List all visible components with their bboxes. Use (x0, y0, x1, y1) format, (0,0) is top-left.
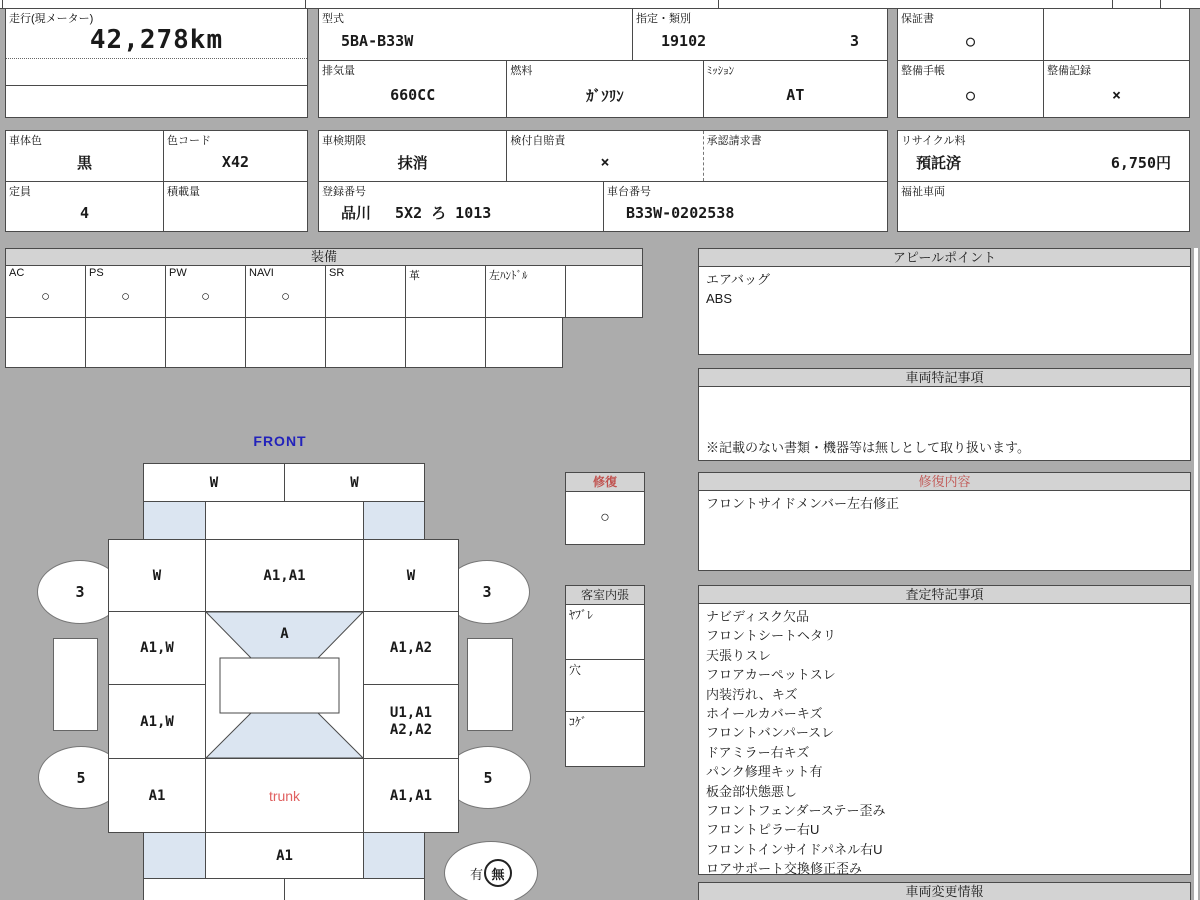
equipment-empty-cell (405, 318, 485, 367)
load-label: 積載量 (166, 186, 200, 198)
panel-front-corner-right (363, 501, 425, 540)
color-code-value: X42 (221, 153, 250, 171)
recycle-label: リサイクル料 (901, 135, 966, 147)
fuel-cell (506, 61, 702, 117)
color-code-label: 色コード (166, 135, 211, 147)
assessment-line: ホイールカバーキズ (706, 706, 823, 722)
roof-shape (220, 658, 339, 713)
appeal-line: ABS (706, 291, 733, 307)
equipment-empty-cell (325, 318, 405, 367)
rear-window-shape (206, 713, 363, 758)
repair-flag-header: 修復 (565, 472, 645, 492)
vehicle-notes-disclaimer: ※記載のない書類・機器等は無しとして取り扱います。 (706, 439, 1030, 455)
inspection-box (318, 130, 888, 232)
interior-row-hole: 穴 (565, 659, 645, 712)
assessment-line: パンク修理キット有 (706, 764, 823, 780)
warranty-box (897, 8, 1190, 118)
capacity-cell (6, 182, 163, 231)
assessment-body (698, 603, 1191, 875)
wheel-rear-right-grade: 5 (483, 768, 493, 787)
insurance-value: × (600, 153, 610, 171)
panel-front-corner-left (143, 501, 206, 540)
panel-mark: A1,A1 (389, 787, 433, 804)
capacity-label: 定員 (9, 186, 31, 198)
insurance-label: 検付自賠責 (510, 135, 566, 147)
equipment-label: 革 (409, 270, 420, 282)
equipment-cell-leather (405, 266, 485, 317)
model-cell (319, 9, 632, 60)
body-color-value: 黒 (76, 153, 92, 172)
approval-request-label: 承認請求書 (706, 135, 762, 147)
warranty-label: 保証書 (901, 13, 934, 25)
right-edge-strip (1194, 248, 1198, 900)
wheel-front-left-grade: 3 (75, 583, 85, 601)
assessment-line: ナビディスク欠品 (706, 609, 809, 624)
panel-mark: A1,A2 (389, 640, 433, 656)
displacement-value: 660CC (390, 86, 436, 104)
equipment-mark: ○ (120, 288, 131, 305)
approval-request-cell (703, 131, 887, 181)
equipment-mark (566, 266, 642, 317)
panel-glass-roof (205, 611, 364, 759)
assessment-line: フロントフェンダーステー歪み (706, 803, 886, 819)
body-color-cell (6, 131, 163, 181)
designation-value-1: 19102 (661, 31, 707, 50)
transmission-cell (703, 61, 887, 117)
equipment-label: SR (329, 267, 345, 279)
panel-front-fender-left (108, 539, 206, 612)
change-info-header: 車両変更情報 (698, 882, 1191, 900)
repair-content-line: フロントサイドメンバー左右修正 (706, 496, 900, 511)
odometer-value: 42,278km (89, 24, 224, 55)
odometer-box (5, 8, 308, 118)
panel-front-bumper-right (284, 463, 425, 502)
registration-label: 登録番号 (322, 186, 366, 198)
panel-rear (205, 832, 364, 879)
equipment-label: PS (89, 267, 104, 279)
vehicle-notes-header: 車両特記事項 (698, 368, 1191, 387)
recycle-cell (898, 131, 1189, 181)
body-color-box (5, 130, 308, 232)
panel-front-door-left (108, 611, 206, 685)
panel-rear-door-left (108, 684, 206, 759)
maintenance-book-cell (898, 61, 1043, 117)
assessment-line: フロアカーペットスレ (706, 667, 836, 683)
registration-value: 品川 5X2 ろ 1013 (341, 204, 492, 222)
interior-header: 客室内張 (565, 585, 645, 605)
windshield-mark: A (280, 626, 289, 642)
equipment-cell-sr (325, 266, 405, 317)
equipment-label: AC (9, 267, 25, 279)
recycle-fee: 6,750円 (1110, 153, 1171, 172)
equipment-label: PW (169, 267, 187, 279)
panel-rear-bumper-left (143, 878, 285, 900)
panel-front-fender-right (363, 539, 459, 612)
panel-mark: A1 (276, 847, 293, 864)
panel-quarter-left (108, 758, 206, 833)
appeal-line: エアバッグ (706, 272, 770, 287)
watermark: STUDIO.PRO (905, 772, 1112, 805)
model-value: 5BA-B33W (341, 31, 414, 50)
warranty-value: ○ (965, 31, 976, 50)
panel-mark: A1,A1 (263, 567, 306, 584)
equipment-cell-navi (245, 266, 325, 317)
chassis-cell (603, 182, 887, 231)
odometer-empty-row1 (6, 59, 307, 85)
designation-cell (632, 9, 887, 60)
onepoint-circle (444, 841, 538, 900)
welfare-label: 福祉車両 (901, 186, 945, 198)
equipment-cell-ps (85, 266, 165, 317)
body-color-label: 車体色 (9, 135, 42, 147)
displacement-label: 排気量 (322, 65, 355, 77)
displacement-cell (319, 61, 506, 117)
panel-mark: W (406, 567, 416, 584)
assessment-line: ドアミラー右キズ (706, 744, 810, 760)
panel-hood (205, 539, 364, 612)
maintenance-record-label: 整備記録 (1047, 65, 1091, 77)
assessment-header: 査定特記事項 (698, 585, 1191, 604)
equipment-empty-cell (245, 318, 325, 367)
repair-content-header: 修復内容 (698, 472, 1191, 491)
panel-rear-corner-right (363, 832, 425, 879)
chassis-value: B33W-0202538 (626, 203, 735, 222)
vehicle-notes-body (698, 386, 1191, 461)
registration-cell (319, 182, 603, 231)
interior-row-burn: ｺｹﾞ (565, 711, 645, 767)
equipment-label: NAVI (249, 267, 274, 279)
panel-quarter-right (363, 758, 459, 833)
interior-row-tear: ﾔﾌﾞﾚ (565, 604, 645, 660)
maintenance-book-label: 整備手帳 (901, 65, 945, 77)
assessment-line: フロントピラー右U (706, 822, 820, 838)
model-box (318, 8, 888, 118)
equipment-cell-lhd (485, 266, 565, 317)
load-cell (163, 182, 307, 231)
trunk-label: trunk (268, 787, 301, 804)
designation-label: 指定・類別 (636, 13, 691, 25)
equipment-empty-cell (85, 318, 165, 367)
insurance-cell (506, 131, 702, 181)
assessment-line: フロントバンパースレ (706, 725, 835, 741)
assessment-line: 天張りスレ (706, 647, 772, 663)
welfare-cell (898, 182, 1189, 231)
panel-mark: A1,W (140, 640, 174, 656)
side-sill-left (53, 638, 98, 731)
designation-value-2: 3 (849, 31, 859, 50)
appeal-header: アピールポイント (698, 248, 1191, 267)
panel-mark: W (152, 567, 162, 584)
appeal-body (698, 266, 1191, 355)
panel-hood-front (205, 501, 364, 540)
fuel-label: 燃料 (510, 65, 533, 77)
color-code-cell (163, 131, 307, 181)
recycle-status: 預託済 (916, 153, 962, 172)
equipment-mark: ○ (280, 288, 291, 305)
equipment-row (5, 265, 643, 318)
equipment-label: 左ﾊﾝﾄﾞﾙ (489, 270, 528, 282)
equipment-cell-extra (565, 266, 642, 317)
transmission-label: ﾐｯｼｮﾝ (706, 65, 735, 77)
inspection-expiry-value: 抹消 (397, 153, 428, 172)
equipment-empty-cell (165, 318, 245, 367)
repair-flag-value: ○ (565, 491, 645, 545)
maintenance-record-value: × (1111, 86, 1122, 104)
capacity-value: 4 (79, 203, 89, 222)
maintenance-record-cell (1043, 61, 1189, 117)
panel-mark: A1 (148, 787, 166, 804)
inspection-expiry-label: 車検期限 (322, 135, 366, 147)
panel-front-bumper-left (143, 463, 285, 502)
assessment-line: フロントインサイドパネル右U (706, 841, 883, 857)
panel-rear-bumper-right (284, 878, 425, 900)
warranty-cell (898, 9, 1043, 60)
assessment-line: 板金部状態悪し (706, 783, 798, 799)
odometer-empty-row2 (6, 86, 307, 117)
recycle-box (897, 130, 1190, 232)
panel-mark: W (209, 474, 219, 491)
fuel-value: ｶﾞｿﾘﾝ (586, 86, 624, 105)
maintenance-book-value: ○ (965, 86, 976, 104)
odometer-cell (6, 9, 307, 58)
panel-rear-door-right (363, 684, 459, 759)
equipment-header: 装備 (5, 248, 643, 266)
equipment-cell-ac (6, 266, 85, 317)
panel-rear-corner-left (143, 832, 206, 879)
transmission-value: AT (786, 86, 805, 104)
equipment-mark: ○ (40, 288, 51, 305)
panel-trunk (205, 758, 364, 833)
panel-front-door-right (363, 611, 459, 685)
wheel-rear-left-grade: 5 (76, 768, 86, 787)
side-sill-right (467, 638, 513, 731)
model-label: 型式 (322, 13, 344, 25)
equipment-row-empty (5, 317, 563, 368)
odometer-label: 走行(現メーター) (9, 13, 94, 25)
onepoint-no-selected: 無 (484, 859, 512, 887)
warranty-empty-cell (1043, 9, 1189, 60)
panel-mark: A2,A2 (389, 721, 433, 738)
panel-mark: W (350, 474, 359, 491)
wheel-front-right-grade: 3 (482, 583, 492, 601)
panel-mark: U1,A1 (389, 705, 433, 722)
inspection-expiry-cell (319, 131, 506, 181)
repair-content-body (698, 490, 1191, 571)
assessment-line: フロントシートヘタリ (706, 628, 837, 644)
panel-mark: A1,W (140, 713, 174, 730)
equipment-empty-cell (485, 318, 562, 367)
diagram-front-label: FRONT (253, 433, 307, 449)
chassis-label: 車台番号 (607, 186, 651, 198)
onepoint-yes-label: 有 (469, 866, 483, 882)
equipment-mark: ○ (200, 288, 211, 305)
equipment-cell-pw (165, 266, 245, 317)
assessment-line: 内装汚れ、キズ (706, 686, 798, 702)
assessment-line: ロアサポート交換修正歪み (706, 861, 863, 877)
equipment-empty-cell (6, 318, 85, 367)
